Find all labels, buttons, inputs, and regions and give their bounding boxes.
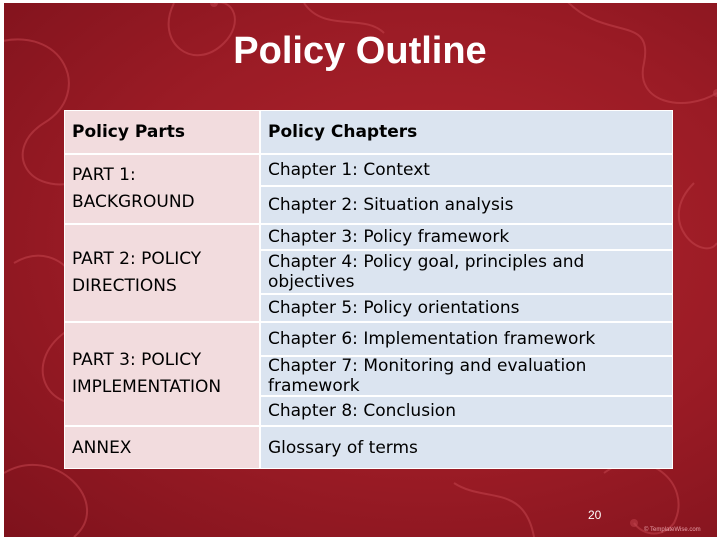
chapter-3: Chapter 3: Policy framework <box>260 224 673 250</box>
chapter-7: Chapter 7: Monitoring and evaluation framework <box>260 356 673 396</box>
page-number: 20 <box>588 508 602 522</box>
chapter-1: Chapter 1: Context <box>260 154 673 186</box>
chapter-5: Chapter 5: Policy orientations <box>260 294 673 322</box>
copyright-text: © TemplateWise.com <box>644 527 701 533</box>
part-cell-2 <box>64 224 260 322</box>
part-1-line1: PART 1: <box>72 165 136 185</box>
header-policy-parts: Policy Parts <box>64 110 260 154</box>
chapter-6: Chapter 6: Implementation framework <box>260 322 673 356</box>
policy-outline-table <box>64 110 673 469</box>
header-policy-chapters: Policy Chapters <box>260 110 673 154</box>
part-cell-annex: ANNEX <box>64 426 260 469</box>
chapter-4: Chapter 4: Policy goal, principles and objectives <box>260 250 673 294</box>
part-cell-3 <box>64 322 260 426</box>
part-2-line2: DIRECTIONS <box>72 276 177 296</box>
part-2-line1: PART 2: POLICY <box>72 249 202 269</box>
chapter-2: Chapter 2: Situation analysis <box>260 186 673 224</box>
part-3-line1: PART 3: POLICY <box>72 350 202 370</box>
chapter-glossary: Glossary of terms <box>260 426 673 469</box>
part-1-line2: BACKGROUND <box>72 192 195 212</box>
chapter-8: Chapter 8: Conclusion <box>260 396 673 426</box>
part-3-line2: IMPLEMENTATION <box>72 377 222 397</box>
part-cell-1 <box>64 154 260 224</box>
slide-title: Policy Outline <box>233 30 487 72</box>
